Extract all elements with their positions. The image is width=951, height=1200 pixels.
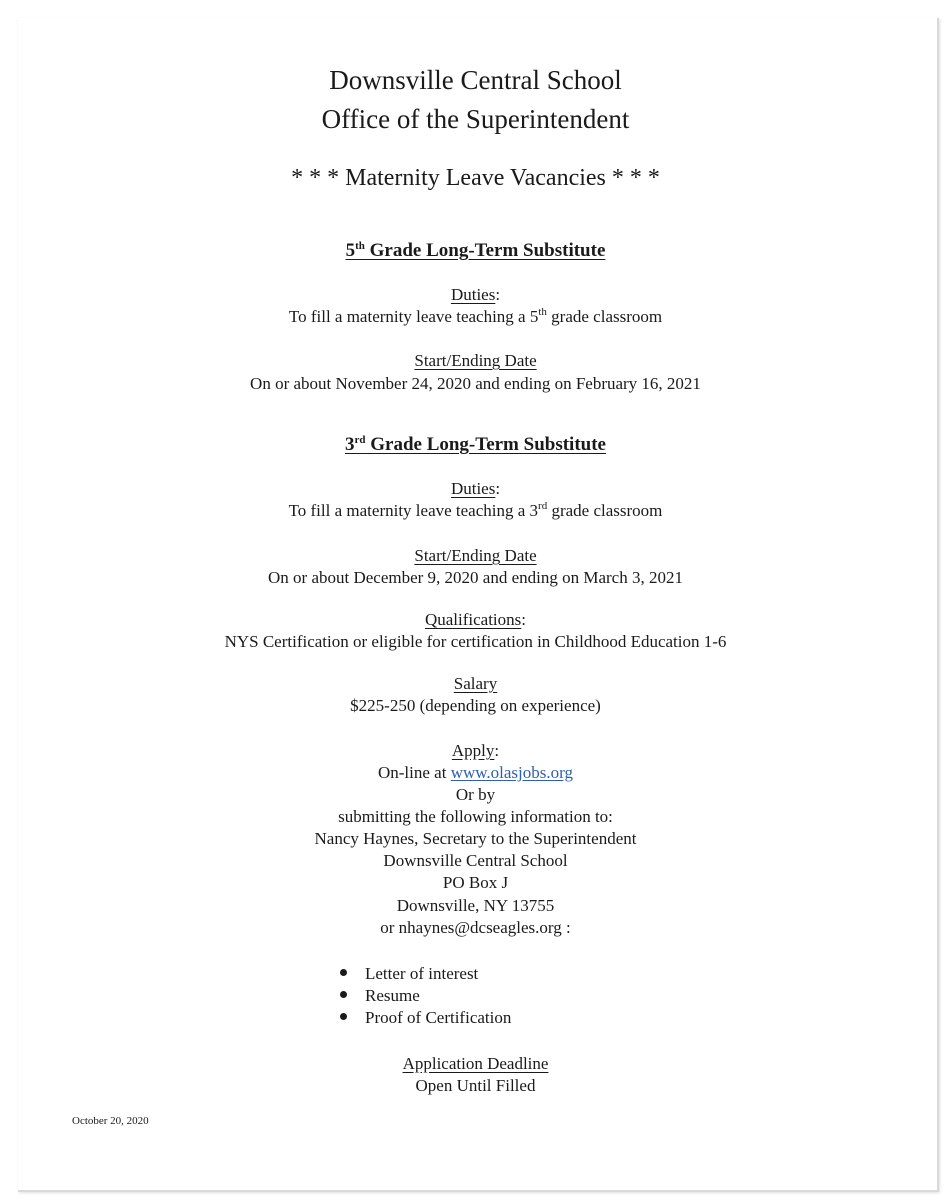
apply-or-by: Or by (455, 785, 496, 804)
dates-heading-5th: Start/Ending Date (414, 351, 537, 370)
apply-line: Downsville, NY 13755 (396, 896, 555, 915)
apply-line: PO Box J (442, 873, 509, 892)
qualifications-heading: Qualifications: (424, 610, 527, 629)
document-date: October 20, 2020 (72, 1115, 149, 1127)
apply-line: or nhaynes@dcseagles.org : (380, 918, 571, 937)
apply-line: Nancy Haynes, Secretary to the Superintendent (314, 829, 637, 848)
dates-text-3rd: On or about December 9, 2020 and ending on March 3, 2021 (268, 568, 683, 587)
duties-heading-3rd: Duties: (450, 479, 501, 498)
bullet-icon (340, 991, 347, 998)
apply-heading: Apply: (451, 741, 500, 760)
qualifications-text: NYS Certification or eligible for certification in Childhood Education 1-6 (224, 632, 727, 651)
olasjobs-link[interactable]: www.olasjobs.org (450, 763, 573, 782)
dates-text-5th: On or about November 24, 2020 and ending on February 16, 2021 (250, 374, 701, 393)
deadline-heading: Application Deadline (402, 1054, 549, 1073)
vacancies-banner: * * * Maternity Leave Vacancies * * * (291, 165, 660, 191)
school-name: Downsville Central School (329, 65, 622, 95)
duties-heading-5th: Duties: (450, 285, 501, 304)
deadline-text: Open Until Filled (415, 1076, 536, 1095)
salary-text: $225-250 (depending on experience) (350, 696, 601, 715)
apply-online: On-line at www.olasjobs.org (377, 763, 573, 782)
office-title: Office of the Superintendent (321, 104, 630, 134)
bullet-icon (340, 969, 347, 976)
section-title-5th: 5th Grade Long-Term Substitute (345, 240, 606, 261)
duties-text-3rd: To fill a maternity leave teaching a 3rd grade classroom (288, 500, 663, 520)
apply-line: Downsville Central School (383, 851, 568, 870)
section-title-3rd: 3rd Grade Long-Term Substitute (344, 434, 606, 455)
apply-line: submitting the following information to: (338, 807, 613, 826)
dates-heading-3rd: Start/Ending Date (414, 546, 537, 565)
duties-text-5th: To fill a maternity leave teaching a 5th grade classroom (288, 306, 663, 326)
list-item: Letter of interest (340, 963, 478, 985)
salary-heading: Salary (453, 674, 498, 693)
bullet-icon (340, 1013, 347, 1020)
list-item: Resume (340, 985, 420, 1007)
list-item: Proof of Certification (340, 1007, 511, 1029)
